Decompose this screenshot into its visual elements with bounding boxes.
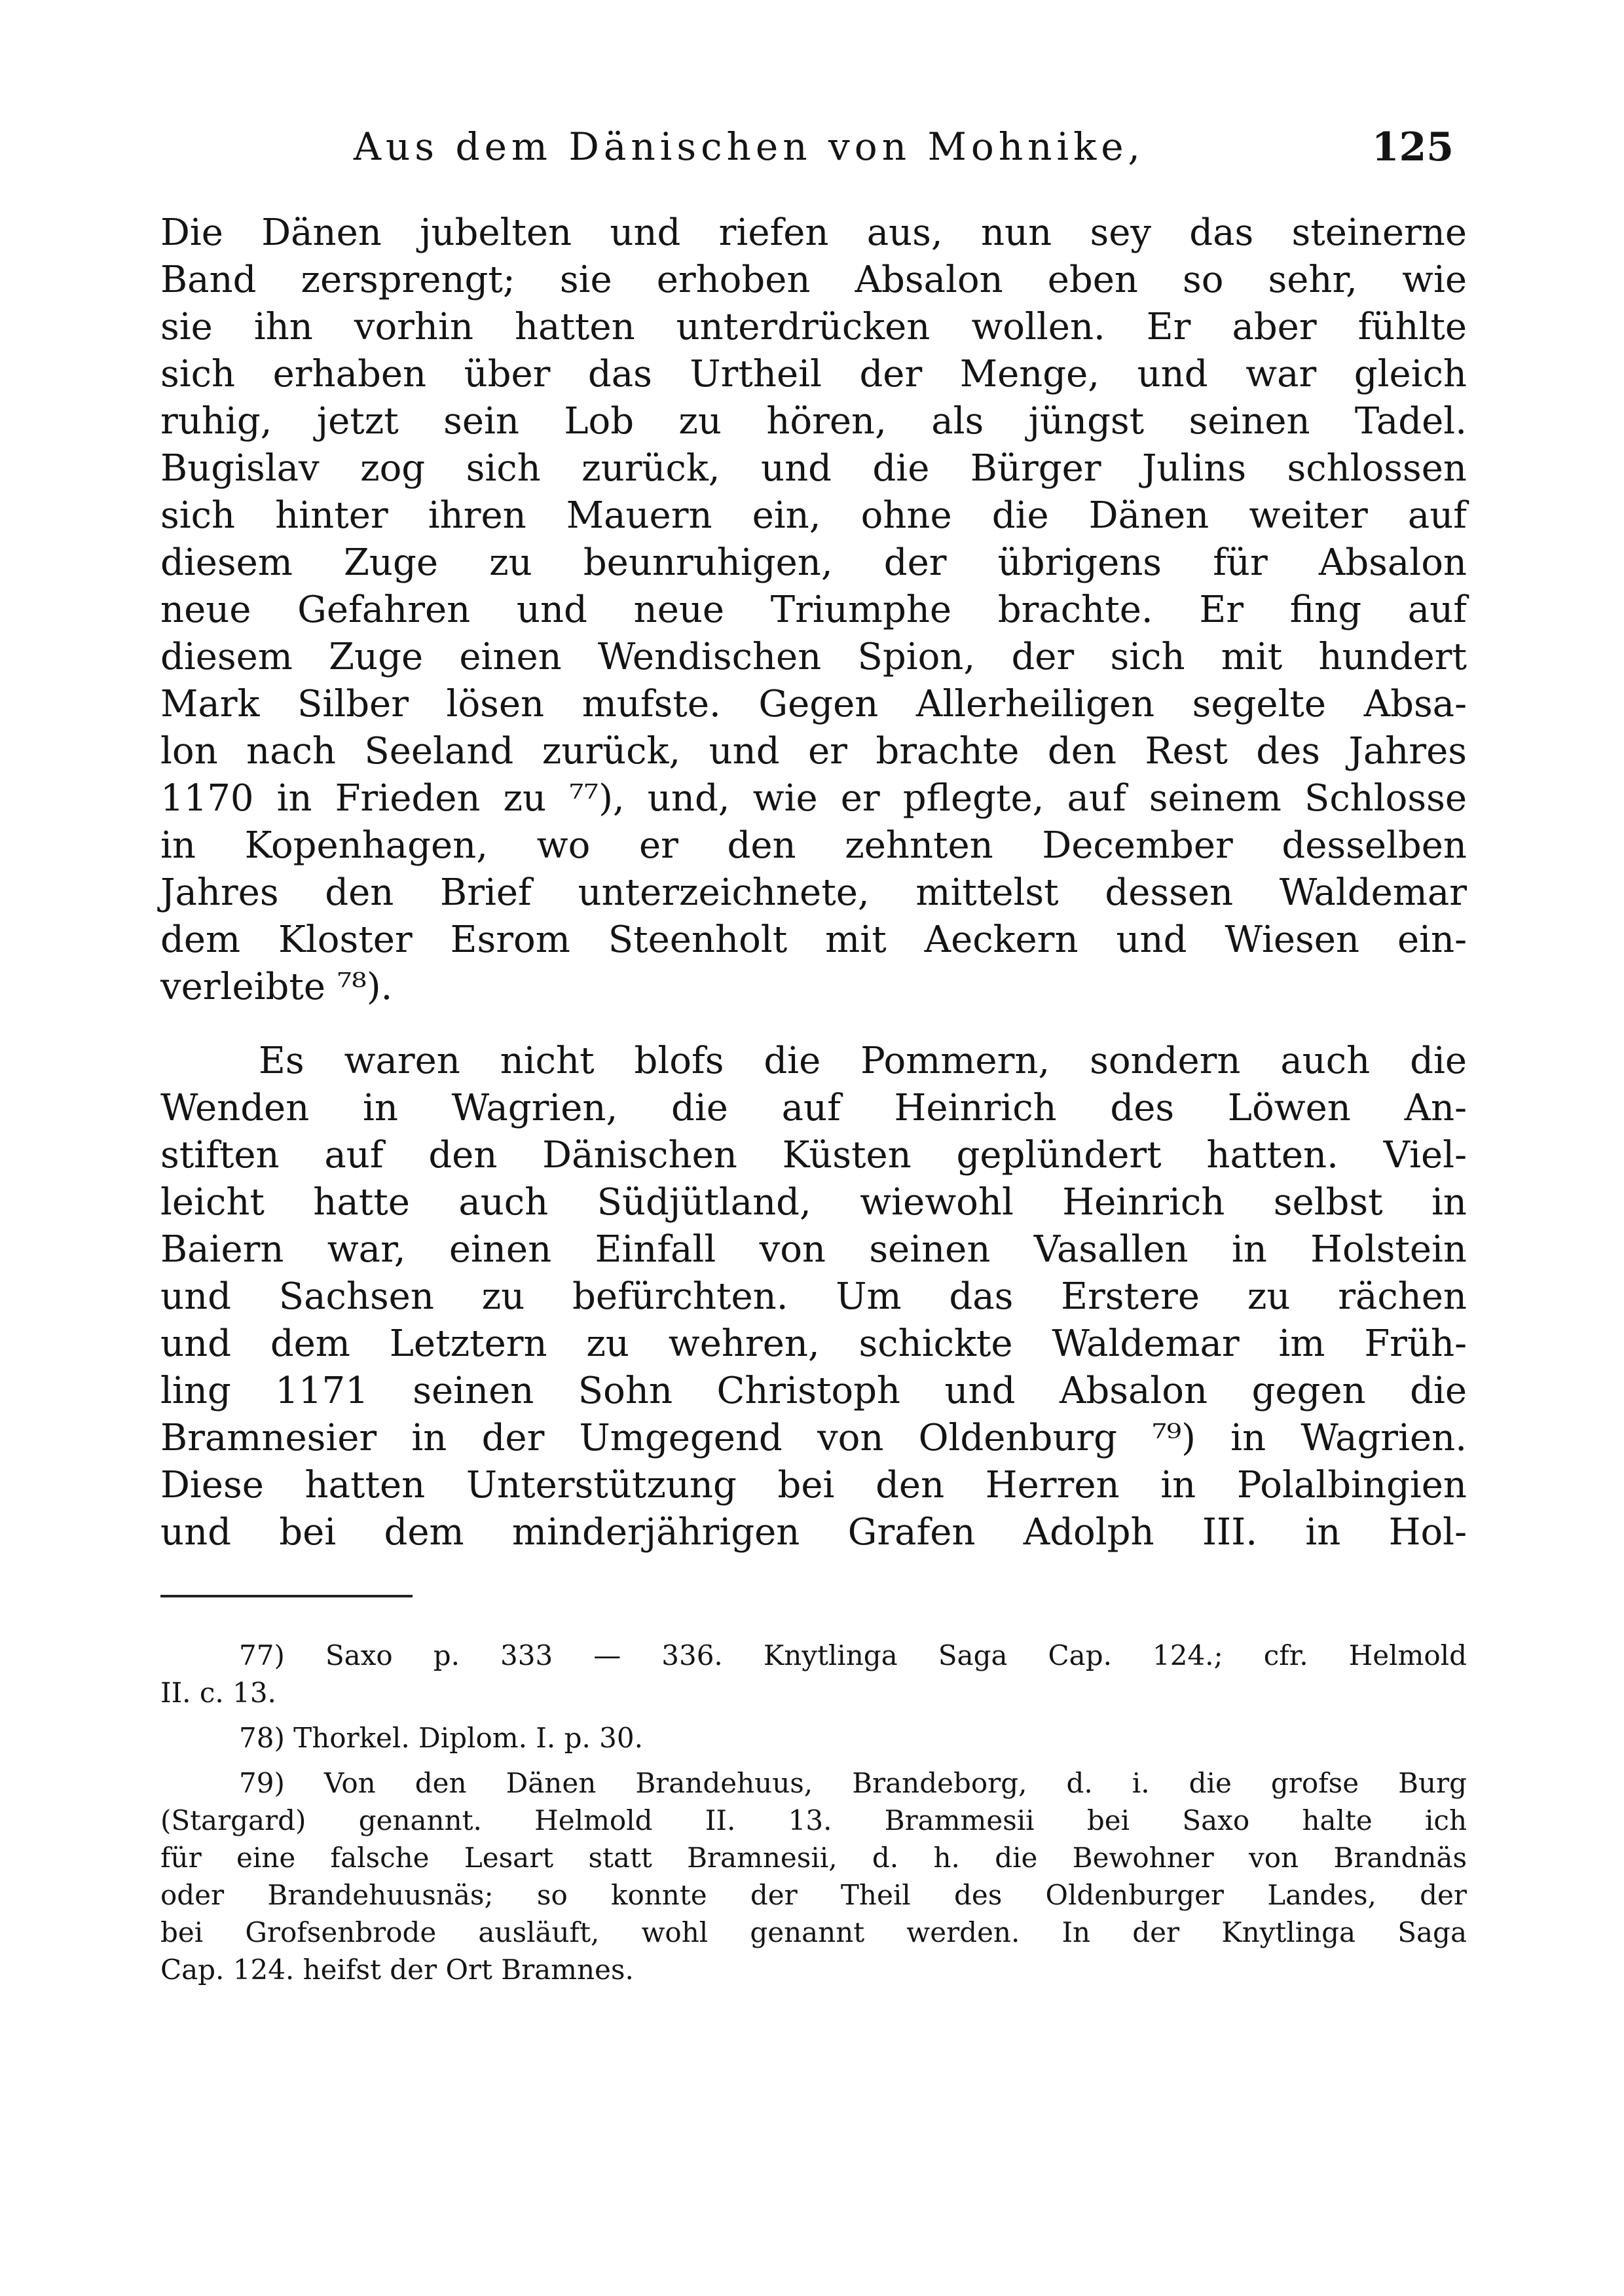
footnotes [160,1637,1467,1988]
text-line: Baiern war, einen Einfall von seinen Vasallen in Holstein [160,1228,1467,1271]
text-line: sie ihn vorhin hatten unterdrücken wollen. Er aber fühlte [160,306,1467,348]
footnote-79-line: (Stargard) genannt. Helmold II. 13. Brammesii bei Saxo halte ich [160,1804,1467,1836]
footnote-79-line: 79) Von den Dänen Brandehuus, Brandeborg, d. i. die grofse Burg [239,1767,1467,1799]
text-line: Band zersprengt; sie erhoben Absalon eben so sehr, wie [160,259,1467,301]
text-line: neue Gefahren und neue Triumphe brachte. Er fing auf [160,589,1467,631]
text-line: Mark Silber lösen mufste. Gegen Allerheiligen segelte Absa- [160,683,1467,725]
text-line: Es waren nicht blofs die Pommern, sondern auch die [259,1040,1467,1082]
text-line: lon nach Seeland zurück, und er brachte den Rest des Jahres [160,730,1467,773]
text-line: Die Dänen jubelten und riefen aus, nun sey das steinerne [160,211,1467,254]
text-line: 1170 in Frieden zu ⁷⁷), und, wie er pflegte, auf seinem Schlosse [160,777,1467,820]
text-line: in Kopenhagen, wo er den zehnten December desselben [160,824,1467,867]
text-line: Bugislav zog sich zurück, und die Bürger Julins schlossen [160,447,1467,490]
text-line: diesem Zuge zu beunruhigen, der übrigens für Absalon [160,541,1467,584]
running-title: Aus dem Dänischen von Mohnike, [354,124,1145,169]
text-line: und bei dem minderjährigen Grafen Adolph III. in Hol- [160,1511,1467,1554]
text-line: dem Kloster Esrom Steenholt mit Aeckern und Wiesen ein- [160,919,1467,961]
text-line: stiften auf den Dänischen Küsten geplündert hatten. Viel- [160,1134,1467,1176]
footnote-79-line: Cap. 124. heifst der Ort Bramnes. [160,1954,634,1986]
footnote-79-line: für eine falsche Lesart statt Bramnesii, d. h. die Bewohner von Brandnäs [160,1842,1467,1874]
text-line: Diese hatten Unterstützung bei den Herren in Polalbingien [160,1464,1467,1506]
text-line: sich erhaben über das Urtheil der Menge, und war gleich [160,353,1467,395]
text-line: diesem Zuge einen Wendischen Spion, der sich mit hundert [160,636,1467,678]
footnote-79-line: bei Grofsenbrode ausläuft, wohl genannt werden. In der Knytlinga Saga [160,1916,1467,1948]
footnote-77-line: II. c. 13. [160,1677,276,1709]
paragraph-1 [160,210,1467,1011]
text-line: und dem Letztern zu wehren, schickte Waldemar im Früh- [160,1322,1467,1365]
text-line: sich hinter ihren Mauern ein, ohne die Dänen weiter auf [160,494,1467,537]
paragraph-2 [160,1038,1467,1556]
text-line: und Sachsen zu befürchten. Um das Erstere zu rächen [160,1275,1467,1318]
text-line: Jahres den Brief unterzeichnete, mittelst dessen Waldemar [160,871,1467,914]
footnote-77-line: 77) Saxo p. 333 — 336. Knytlinga Saga Cap. 124.; cfr. Helmold [239,1639,1467,1671]
text-line: ruhig, jetzt sein Lob zu hören, als jüngst seinen Tadel. [160,400,1467,443]
footnote-divider [160,1595,413,1597]
footnote-78-line: 78) Thorkel. Diplom. I. p. 30. [239,1722,643,1754]
text-line: verleibte ⁷⁸). [160,966,393,1008]
footnote-79-line: oder Brandehuusnäs; so konnte der Theil des Oldenburger Landes, der [160,1879,1467,1911]
running-header [354,124,1467,183]
text-line: leicht hatte auch Südjütland, wiewohl Heinrich selbst in [160,1181,1467,1224]
text-line: ling 1171 seinen Sohn Christoph und Absalon gegen die [160,1370,1467,1412]
page-number: 125 [1371,124,1454,170]
text-line: Bramnesier in der Umgegend von Oldenburg ⁷⁹) in Wagrien. [160,1417,1467,1459]
text-line: Wenden in Wagrien, die auf Heinrich des Löwen An- [160,1087,1467,1129]
